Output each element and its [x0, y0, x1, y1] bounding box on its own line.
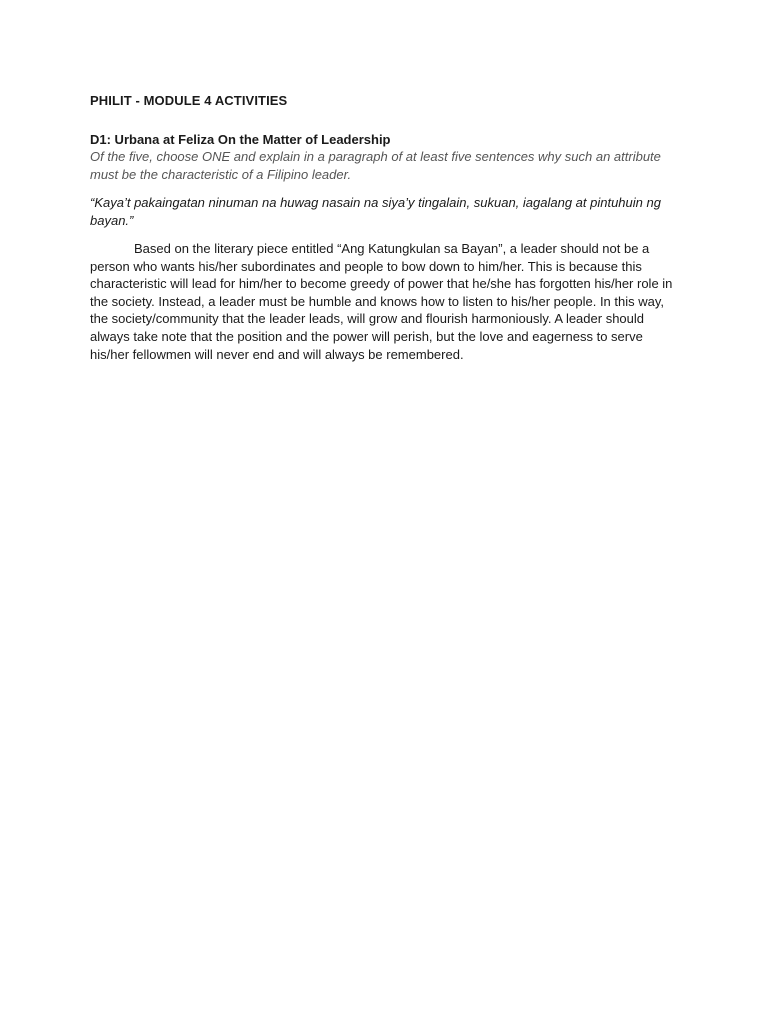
selected-quote: “Kaya’t pakaingatan ninuman na huwag nasain na siya’y tingalain, sukuan, iagalang at pintuhuin ng bayan.” — [90, 195, 661, 228]
answer-paragraph: Based on the literary piece entitled “Ang Katungkulan sa Bayan”, a leader should not be a person who wants his/her subordinates and people to bow down to him/her. This is because this characteristic will lead for him/her to become greedy of power that he/she has forgotten his/her role in the society. Instead, a leader must be humble and knows how to listen to his/her people. In this way, the society/community that the leader leads, will grow and flourish harmoniously. A leader should always take note that the position and the power will perish, but the love and eagerness to serve his/her fellowmen will never end and will always be remembered. — [90, 241, 673, 362]
document-title: PHILIT - MODULE 4 ACTIVITIES — [90, 93, 288, 108]
activity-instruction: Of the five, choose ONE and explain in a paragraph of at least five sentences why such an attribute must be the characteristic of a Filipino leader. — [90, 149, 661, 182]
section-heading: D1: Urbana at Feliza On the Matter of Leadership — [90, 132, 391, 147]
document-body — [90, 92, 680, 363]
